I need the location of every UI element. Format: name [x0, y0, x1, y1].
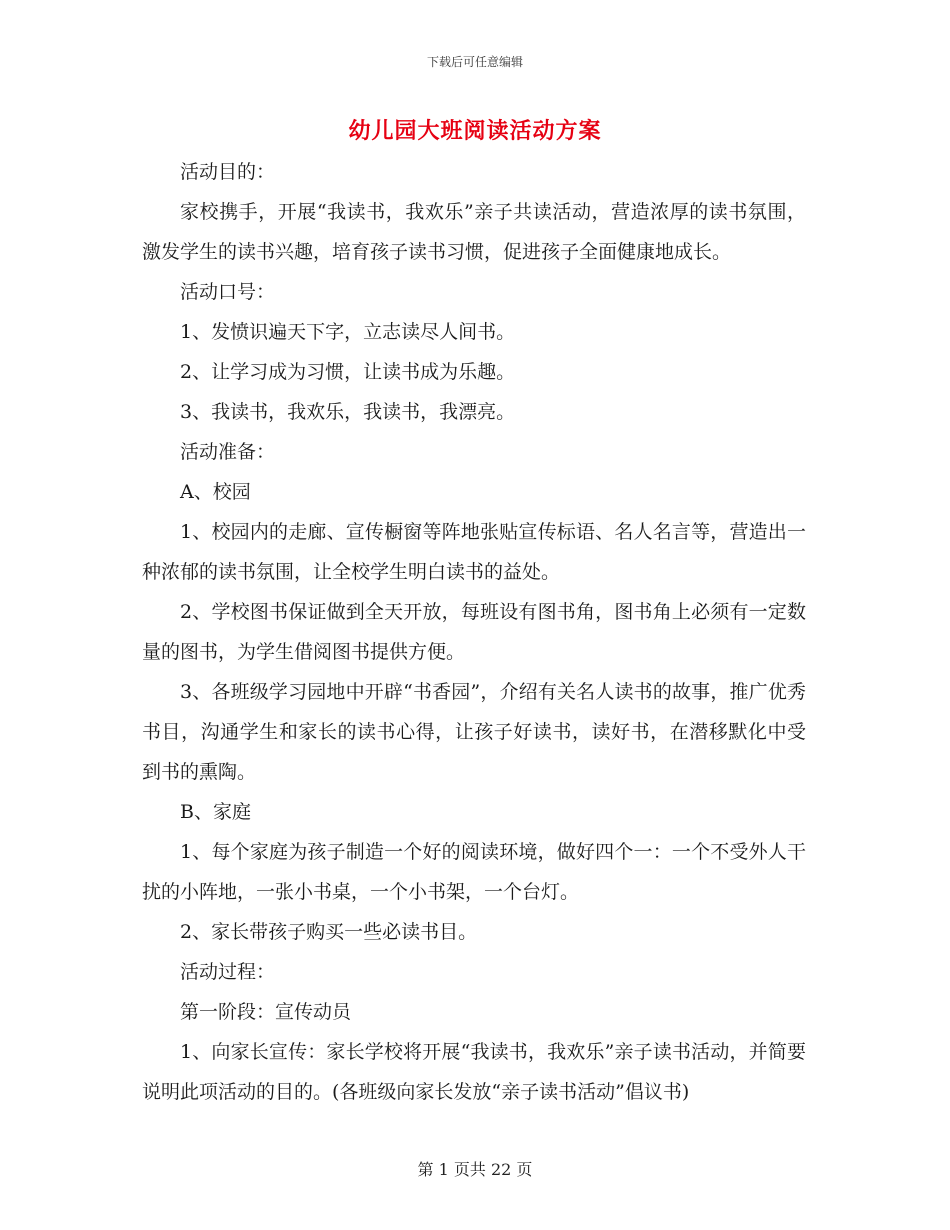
paragraph: 3、各班级学习园地中开辟“书香园”，介绍有关名人读书的故事，推广优秀书目，沟通学生和家长的读书心得，让孩子好读书，读好书，在潜移默化中受到书的熏陶。: [142, 681, 806, 783]
paragraph: 2、家长带孩子购买一些必读书目。: [180, 921, 478, 943]
paragraph: 活动口号：: [180, 281, 276, 303]
document-body: [142, 152, 806, 1112]
paragraph: 3、我读书，我欢乐，我读书，我漂亮。: [180, 401, 516, 423]
paragraph: 第一阶段：宣传动员: [180, 1001, 352, 1023]
paragraph: 2、学校图书保证做到全天开放，每班设有图书角，图书角上必须有一定数量的图书，为学生借阅图书提供方便。: [142, 601, 806, 663]
page-footer: 第 1 页共 22 页: [417, 1160, 533, 1179]
paragraph: B、家庭: [180, 801, 251, 823]
paragraph: 1、校园内的走廊、宣传橱窗等阵地张贴宣传标语、名人名言等，营造出一种浓郁的读书氛围，让全校学生明白读书的益处。: [142, 521, 806, 583]
document-title: 幼儿园大班阅读活动方案: [348, 118, 602, 144]
paragraph: 活动目的：: [180, 161, 276, 183]
header-note: 下载后可任意编辑: [426, 55, 523, 69]
paragraph: 活动准备：: [180, 441, 276, 463]
paragraph: 2、让学习成为习惯，让读书成为乐趣。: [180, 361, 516, 383]
paragraph: 1、发愤识遍天下字，立志读尽人间书。: [180, 321, 516, 343]
paragraph: 1、每个家庭为孩子制造一个好的阅读环境，做好四个一：一个不受外人干扰的小阵地，一张小书桌，一个小书架，一个台灯。: [142, 841, 806, 903]
paragraph: 1、向家长宣传：家长学校将开展“我读书，我欢乐”亲子读书活动，并简要说明此项活动的目的。(各班级向家长发放“亲子读书活动”倡议书): [142, 1041, 806, 1103]
paragraph: 家校携手，开展“我读书，我欢乐”亲子共读活动，营造浓厚的读书氛围，激发学生的读书兴趣，培育孩子读书习惯，促进孩子全面健康地成长。: [142, 201, 806, 263]
paragraph: A、校园: [180, 481, 251, 503]
paragraph: 活动过程：: [180, 961, 276, 983]
